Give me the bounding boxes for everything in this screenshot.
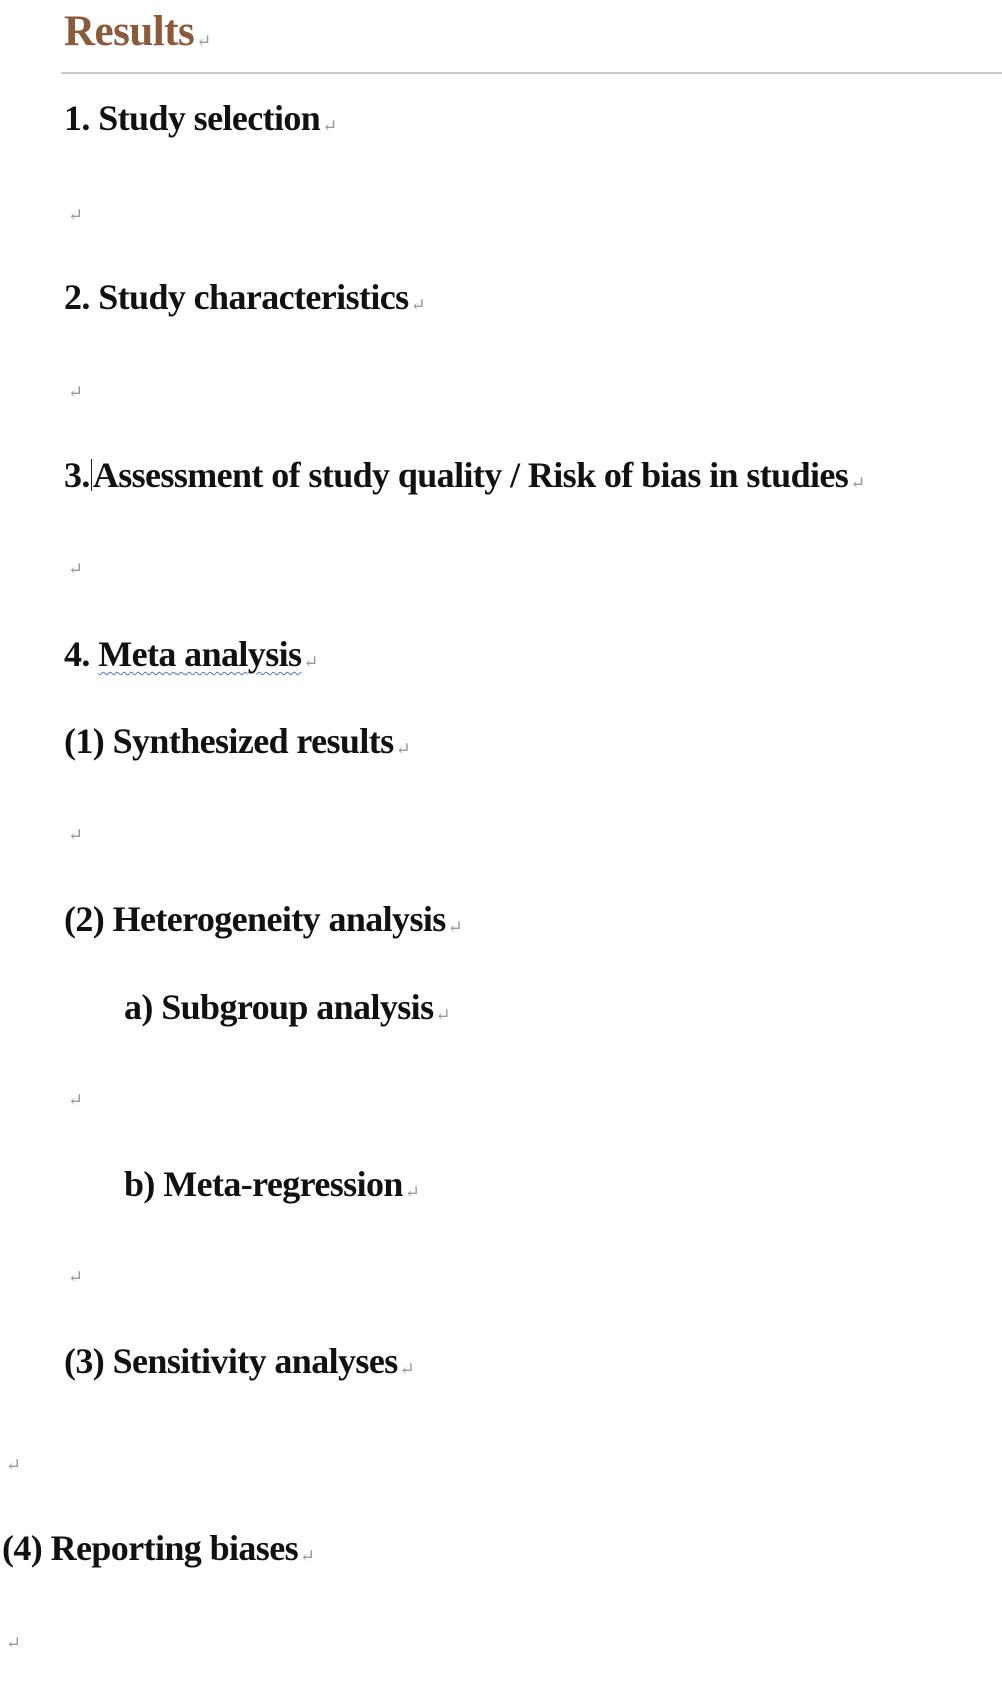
item-number: b) xyxy=(124,1164,155,1204)
paragraph-mark: ↵ xyxy=(303,652,318,672)
item-study-selection xyxy=(64,100,337,136)
empty-paragraph-mark: ↵ xyxy=(6,1633,22,1653)
item-subgroup-analysis xyxy=(124,989,450,1025)
item-synthesized-results xyxy=(64,723,410,759)
item-text: Synthesized results xyxy=(112,721,394,761)
item-text: Subgroup analysis xyxy=(161,987,434,1027)
item-reporting-biases xyxy=(2,1530,315,1566)
meta-word: Meta xyxy=(98,634,176,674)
analysis-word: analysis xyxy=(184,634,302,674)
heading-text: Results xyxy=(64,8,195,55)
paragraph-mark: ↵ xyxy=(435,1005,450,1025)
empty-paragraph-mark: ↵ xyxy=(68,382,84,402)
text-cursor xyxy=(91,459,92,491)
paragraph-mark: ↵ xyxy=(404,1182,420,1202)
empty-paragraph-mark: ↵ xyxy=(68,559,84,579)
heading-rule xyxy=(61,72,1002,74)
item-text: Study selection xyxy=(98,98,321,138)
item-heterogeneity-analysis xyxy=(64,901,462,937)
paragraph-mark: ↵ xyxy=(447,917,463,937)
paragraph-mark: ↵ xyxy=(410,295,426,315)
empty-paragraph-mark: ↵ xyxy=(68,1267,84,1287)
item-text: Heterogeneity analysis xyxy=(112,899,446,939)
item-meta-regression xyxy=(124,1166,419,1202)
item-meta-analysis xyxy=(64,636,318,672)
item-text: Study characteristics xyxy=(98,277,409,317)
item-number: 3. xyxy=(64,455,90,495)
item-text: Meta-regression xyxy=(163,1164,403,1204)
item-study-characteristics xyxy=(64,279,425,315)
empty-paragraph-mark: ↵ xyxy=(68,1090,84,1110)
item-number: (4) xyxy=(2,1528,43,1568)
item-number: a) xyxy=(124,987,153,1027)
item-text: Sensitivity analyses xyxy=(112,1341,398,1381)
empty-paragraph-mark: ↵ xyxy=(68,205,84,225)
paragraph-mark: ↵ xyxy=(196,31,211,51)
paragraph-mark: ↵ xyxy=(399,1359,415,1379)
item-text: Assessment of study quality / Risk of bias in studies xyxy=(92,455,849,495)
empty-paragraph-mark: ↵ xyxy=(6,1455,22,1475)
item-text: Reporting biases xyxy=(50,1528,299,1568)
paragraph-mark: ↵ xyxy=(395,739,411,759)
item-number: (3) xyxy=(64,1341,105,1381)
item-number: 4. xyxy=(64,634,90,674)
paragraph-mark: ↵ xyxy=(322,116,337,136)
section-heading xyxy=(64,10,211,53)
item-number: 1. xyxy=(64,98,90,138)
item-sensitivity-analyses xyxy=(64,1343,414,1379)
item-assessment xyxy=(64,457,865,493)
item-number: (1) xyxy=(64,721,105,761)
paragraph-mark: ↵ xyxy=(300,1546,315,1566)
item-number: (2) xyxy=(64,899,105,939)
paragraph-mark: ↵ xyxy=(850,473,865,493)
empty-paragraph-mark: ↵ xyxy=(68,825,84,845)
spellcheck-flagged-text xyxy=(98,634,301,674)
item-number: 2. xyxy=(64,277,90,317)
